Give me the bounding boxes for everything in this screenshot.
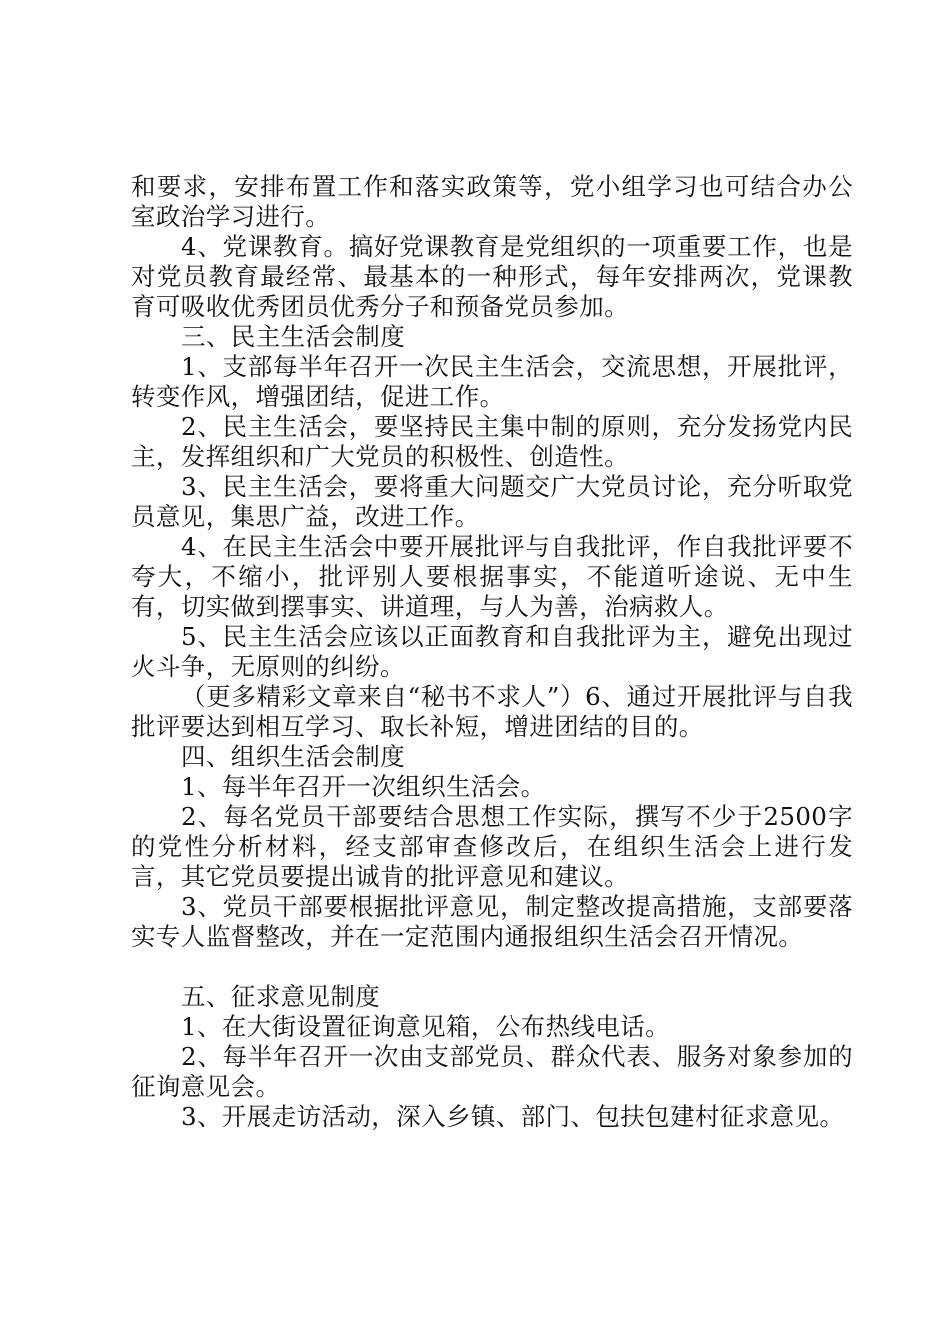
list-item: 2、民主生活会，要坚持民主集中制的原则，充分发扬党内民主，发挥组织和广大党员的积极性、创造性。 [131, 412, 853, 471]
document-body [131, 172, 853, 1132]
section-heading-democratic-life: 三、民主生活会制度 [181, 322, 406, 351]
list-item: 2、每名党员干部要结合思想工作实际，撰写不少于2500字的党性分析材料，经支部审查修改后，在组织生活会上进行发言，其它党员要提出诚肯的批评意见和建议。 [131, 802, 853, 891]
list-item: 3、民主生活会，要将重大问题交广大党员讨论，充分听取党员意见，集思广益，改进工作。 [131, 472, 853, 531]
list-item: 2、每半年召开一次由支部党员、群众代表、服务对象参加的征询意见会。 [131, 1042, 853, 1101]
blank-line [131, 952, 853, 982]
list-item: 1、支部每半年召开一次民主生活会，交流思想，开展批评，转变作风，增强团结，促进工作。 [131, 352, 853, 411]
list-item: 1、在大街设置征询意见箱，公布热线电话。 [181, 1012, 671, 1041]
list-item: 4、在民主生活会中要开展批评与自我批评，作自我批评要不夸大，不缩小，批评别人要根据事实，不能道听途说、无中生有，切实做到摆事实、讲道理，与人为善，治病救人。 [131, 532, 853, 621]
section-heading-opinion-solicitation: 五、征求意见制度 [181, 982, 381, 1011]
paragraph-party-lecture: 4、党课教育。搞好党课教育是党组织的一项重要工作，也是对党员教育最经常、最基本的一种形式，每年安排两次，党课教育可吸收优秀团员优秀分子和预备党员参加。 [131, 232, 853, 321]
list-item: 1、每半年召开一次组织生活会。 [181, 772, 546, 801]
list-item: （更多精彩文章来自“秘书不求人”）6、通过开展批评与自我批评要达到相互学习、取长补短，增进团结的目的。 [131, 682, 853, 741]
list-item: 3、党员干部要根据批评意见，制定整改提高措施，支部要落实专人监督整改，并在一定范围内通报组织生活会召开情况。 [131, 892, 853, 951]
list-item: 3、开展走访活动，深入乡镇、部门、包扶包建村征求意见。 [181, 1102, 845, 1131]
paragraph-continuation: 和要求，安排布置工作和落实政策等，党小组学习也可结合办公室政治学习进行。 [131, 172, 853, 231]
list-item: 5、民主生活会应该以正面教育和自我批评为主，避免出现过火斗争，无原则的纠纷。 [131, 622, 853, 681]
section-heading-organization-life: 四、组织生活会制度 [181, 742, 406, 771]
